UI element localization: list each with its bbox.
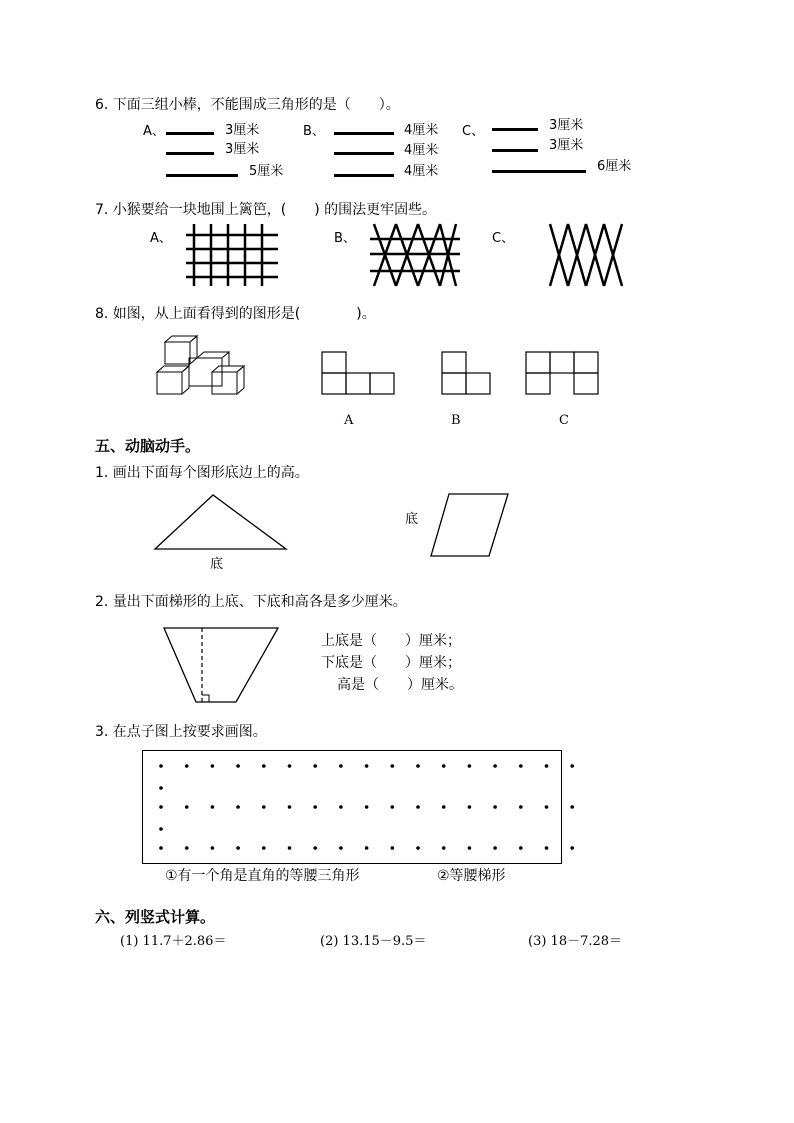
- q8-text: 8. 如图，从上面看得到的图形是( )。: [95, 306, 376, 322]
- dot-grid-caption-2: ②等腰梯形: [437, 868, 506, 884]
- grid-dot: [288, 846, 292, 850]
- stick: [334, 132, 394, 135]
- grid-dot: [339, 805, 343, 809]
- grid-dot: [391, 846, 395, 850]
- triangle-figure: [153, 493, 289, 551]
- stick: [166, 174, 238, 177]
- stick-length: 3厘米: [549, 138, 584, 153]
- grid-dot: [493, 805, 497, 809]
- grid-dot: [442, 764, 446, 768]
- grid-dot: [570, 846, 574, 850]
- grid-dot: [570, 764, 574, 768]
- grid-dot: [545, 846, 549, 850]
- grid-dot: [288, 805, 292, 809]
- q7-option-a-label: A、: [150, 231, 172, 246]
- grid-dot: [416, 764, 420, 768]
- upper-base-line: 上底是（ ）厘米；: [321, 633, 461, 649]
- parallelogram-base-label: 底: [405, 512, 419, 527]
- grid-dot: [391, 764, 395, 768]
- height-line: 高是（ ）厘米。: [337, 677, 463, 693]
- grid-dot: [519, 846, 523, 850]
- section5-title: 五、动脑动手。: [95, 437, 201, 455]
- grid-dot: [288, 764, 292, 768]
- dot-grid[interactable]: [142, 750, 562, 864]
- grid-dot: [391, 805, 395, 809]
- q7-text: 7. 小猴要给一块地围上篱笆，( ) 的围法更牢固些。: [95, 202, 437, 218]
- q6-text: 6. 下面三组小棒，不能围成三角形的是（ ）。: [95, 97, 400, 113]
- q7-option-c-label: C、: [492, 231, 515, 246]
- grid-dot: [545, 764, 549, 768]
- grid-dot: [468, 846, 472, 850]
- fence-zigzag-figure: [546, 224, 626, 286]
- q6-option-c-label: C、: [462, 124, 485, 139]
- grid-dot: [519, 805, 523, 809]
- grid-dot: [159, 805, 163, 809]
- grid-dot: [159, 764, 163, 768]
- stick: [166, 152, 214, 155]
- grid-dot: [493, 846, 497, 850]
- stick: [334, 152, 394, 155]
- stick-length: 4厘米: [404, 123, 439, 138]
- grid-dot: [468, 805, 472, 809]
- grid-dot: [262, 846, 266, 850]
- grid-dot: [442, 805, 446, 809]
- grid-dot: [262, 764, 266, 768]
- stick: [166, 132, 214, 135]
- s5-q3-text: 3. 在点子图上按要求画图。: [95, 724, 267, 740]
- grid-dot: [339, 846, 343, 850]
- stick: [334, 174, 394, 177]
- calc-item-2: (2) 13.15－9.5＝: [320, 934, 427, 949]
- grid-dot: [570, 805, 574, 809]
- calc-item-1: (1) 11.7＋2.86＝: [120, 934, 227, 949]
- q8-option-c-label: C: [559, 413, 569, 428]
- grid-dot: [545, 805, 549, 809]
- grid-dot: [365, 805, 369, 809]
- q7-option-b-label: B、: [334, 231, 356, 246]
- stick-length: 4厘米: [404, 143, 439, 158]
- grid-dot: [416, 805, 420, 809]
- grid-dot: [236, 805, 240, 809]
- q8-option-b-label: B: [451, 413, 461, 428]
- grid-dot: [211, 846, 215, 850]
- grid-dot: [236, 846, 240, 850]
- grid-dot: [416, 846, 420, 850]
- q6-option-a-label: A、: [143, 124, 165, 139]
- stick-length: 3厘米: [225, 123, 260, 138]
- grid-dot: [313, 764, 317, 768]
- section6-title: 六、列竖式计算。: [95, 908, 216, 926]
- grid-dot: [262, 805, 266, 809]
- grid-dot: [442, 846, 446, 850]
- lower-base-line: 下底是（ ）厘米；: [321, 655, 461, 671]
- fence-cross-figure: [370, 224, 460, 286]
- stick-length: 6厘米: [597, 159, 632, 174]
- grid-dot: [159, 827, 163, 831]
- s5-q2-text: 2. 量出下面梯形的上底、下底和高各是多少厘米。: [95, 594, 407, 610]
- stick-length: 3厘米: [225, 142, 260, 157]
- stick-length: 4厘米: [404, 164, 439, 179]
- q6-option-b-label: B、: [303, 124, 325, 139]
- grid-dot: [313, 805, 317, 809]
- grid-dot: [236, 764, 240, 768]
- grid-dot: [185, 764, 189, 768]
- stick-length: 3厘米: [549, 118, 584, 133]
- dot-grid-caption-1: ①有一个角是直角的等腰三角形: [165, 868, 360, 884]
- calc-item-3: (3) 18－7.28＝: [528, 934, 623, 949]
- fence-grid-figure: [186, 224, 278, 286]
- grid-dot: [313, 846, 317, 850]
- q8-option-a-label: A: [344, 413, 354, 428]
- triangle-base-label: 底: [210, 557, 224, 572]
- grid-dot: [519, 764, 523, 768]
- grid-dot: [211, 805, 215, 809]
- top-view-option-b: [441, 351, 491, 395]
- cube-stack-figure: [155, 334, 253, 396]
- grid-dot: [339, 764, 343, 768]
- grid-dot: [159, 846, 163, 850]
- s5-q1-text: 1. 画出下面每个图形底边上的高。: [95, 465, 309, 481]
- grid-dot: [159, 786, 163, 790]
- stick: [492, 128, 538, 131]
- top-view-option-a: [321, 351, 395, 395]
- grid-dot: [211, 764, 215, 768]
- parallelogram-figure: [429, 492, 511, 558]
- stick: [492, 149, 538, 152]
- grid-dot: [365, 764, 369, 768]
- trapezoid-figure: [163, 627, 281, 705]
- grid-dot: [185, 846, 189, 850]
- top-view-option-c: [525, 351, 599, 395]
- grid-dot: [185, 805, 189, 809]
- stick: [492, 170, 586, 173]
- grid-dot: [493, 764, 497, 768]
- stick-length: 5厘米: [249, 164, 284, 179]
- grid-dot: [365, 846, 369, 850]
- grid-dot: [468, 764, 472, 768]
